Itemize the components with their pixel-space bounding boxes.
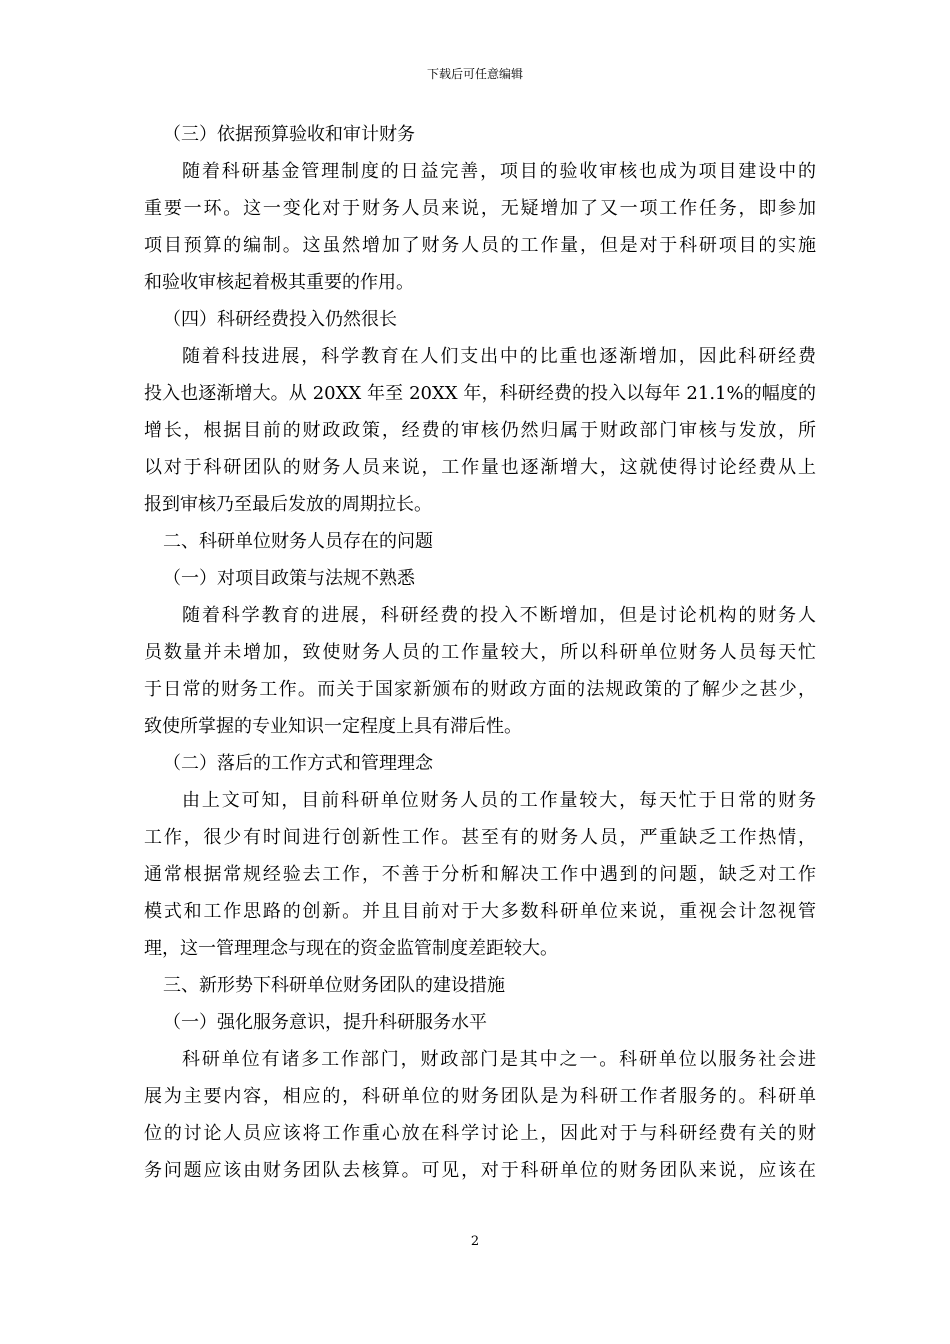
paragraph-line: 报到审核乃至最后发放的周期拉长。 — [144, 494, 432, 515]
section-heading: （一）对项目政策与法规不熟悉 — [163, 568, 415, 589]
paragraph-line: 位的讨论人员应该将工作重心放在科学讨论上，因此对于与科研经费有关的财 — [144, 1123, 816, 1144]
section-heading: （三）依据预算验收和审计财务 — [163, 124, 415, 145]
paragraph-line: 和验收审核起着极其重要的作用。 — [144, 272, 414, 293]
paragraph-line: 展为主要内容，相应的，科研单位的财务团队是为科研工作者服务的。科研单 — [144, 1086, 816, 1107]
paragraph-line: 随着科学教育的进展，科研经费的投入不断增加，但是讨论机构的财务人 — [182, 605, 816, 626]
paragraph-line: 理，这一管理理念与现在的资金监管制度差距较大。 — [144, 938, 558, 959]
paragraph-line: 通常根据常规经验去工作，不善于分析和解决工作中遇到的问题，缺乏对工作 — [144, 864, 816, 885]
section-heading: （二）落后的工作方式和管理理念 — [163, 753, 433, 774]
paragraph-line: 工作，很少有时间进行创新性工作。甚至有的财务人员，严重缺乏工作热情， — [144, 827, 816, 848]
paragraph-line: 员数量并未增加，致使财务人员的工作量较大，所以科研单位财务人员每天忙 — [144, 642, 816, 663]
paragraph-line: 致使所掌握的专业知识一定程度上具有滞后性。 — [144, 716, 522, 737]
paragraph-line: 重要一环。这一变化对于财务人员来说，无疑增加了又一项工作任务，即参加 — [144, 198, 816, 219]
section-heading: （一）强化服务意识，提升科研服务水平 — [163, 1012, 487, 1033]
paragraph-line: 项目预算的编制。这虽然增加了财务人员的工作量，但是对于科研项目的实施 — [144, 235, 816, 256]
chapter-heading: 二、科研单位财务人员存在的问题 — [163, 531, 433, 552]
page-number: 2 — [470, 1234, 480, 1249]
paragraph-line: 投入也逐渐增大。从 20XX 年至 20XX 年，科研经费的投入以每年 21.1%的幅度的 — [144, 383, 816, 404]
paragraph-line: 模式和工作思路的创新。并且目前对于大多数科研单位来说，重视会计忽视管 — [144, 901, 816, 922]
document-body — [144, 116, 816, 1189]
paragraph-line: 随着科技进展，科学教育在人们支出中的比重也逐渐增加，因此科研经费 — [182, 346, 816, 367]
section-heading: （四）科研经费投入仍然很长 — [163, 309, 397, 330]
paragraph-line: 由上文可知，目前科研单位财务人员的工作量较大，每天忙于日常的财务 — [182, 790, 816, 811]
paragraph-line: 增长，根据目前的财政政策，经费的审核仍然归属于财政部门审核与发放，所 — [144, 420, 816, 441]
paragraph-line: 随着科研基金管理制度的日益完善，项目的验收审核也成为项目建设中的 — [182, 161, 816, 182]
chapter-heading: 三、新形势下科研单位财务团队的建设措施 — [163, 975, 505, 996]
paragraph-line: 务问题应该由财务团队去核算。可见，对于科研单位的财务团队来说，应该在 — [144, 1160, 816, 1181]
paragraph-line: 科研单位有诸多工作部门，财政部门是其中之一。科研单位以服务社会进 — [182, 1049, 816, 1070]
paragraph-line: 以对于科研团队的财务人员来说，工作量也逐渐增大，这就使得讨论经费从上 — [144, 457, 816, 478]
paragraph-line: 于日常的财务工作。而关于国家新颁布的财政方面的法规政策的了解少之甚少， — [144, 679, 816, 700]
page-header: 下载后可任意编辑 — [426, 67, 523, 81]
